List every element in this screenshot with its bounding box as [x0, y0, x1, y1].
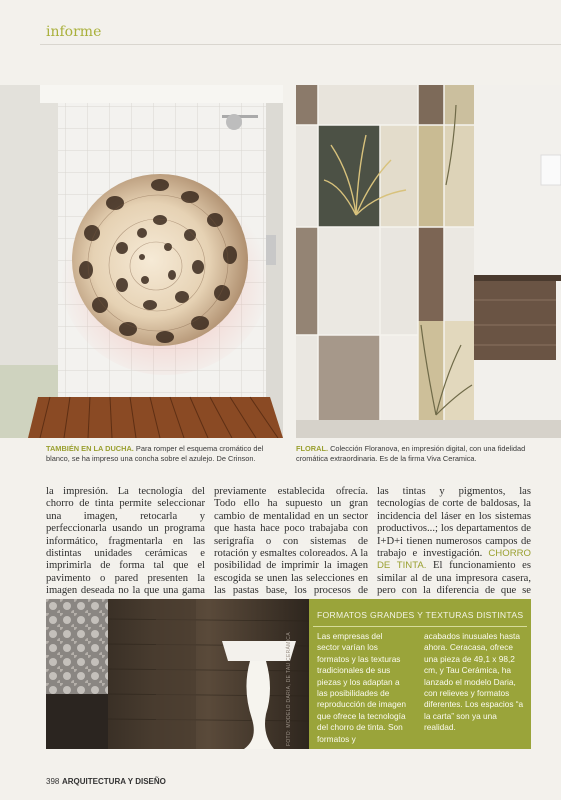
- floral-tiles-photo: [296, 85, 561, 438]
- caption-floral-highlight: FLORAL.: [296, 444, 329, 453]
- publication-name: ARQUITECTURA Y DISEÑO: [62, 777, 166, 786]
- sidebar-text-left: Las empresas del sector varían los formatos y las texturas tradicionales de sus piezas y los adaptan a las posibilidades de reproducción de imagen que ofrece la tecnología del chorro de tinta. Son formatos y: [317, 631, 407, 744]
- page-number: 398: [46, 777, 60, 786]
- section-label: informe: [46, 24, 102, 40]
- caption-shower: [46, 444, 282, 464]
- body-column-2: previamente establecida ofrecía. Todo ello ha supuesto un gran cambio de mentalidad en un sector que hasta hace poco trabajaba con serigrafía o con sistemas de rotación y esmaltes coloreados. A la posibilidad de imprimir la imagen escogida se unen las selecciones en las pastas base, los procesos de: [214, 486, 368, 597]
- sidebar-rule: [313, 626, 527, 627]
- header-rule: [40, 44, 561, 45]
- body-column-3-text-b: El funcionamiento es similar al de una impresora casera, pero con la diferencia de que se: [377, 560, 531, 597]
- caption-floral: [296, 444, 546, 464]
- caption-shower-text: Para romper el esquema cromático del blanco, se ha impreso una concha sobre el azulejo. De Crinson.: [46, 444, 264, 463]
- sidebar-text-right: acabados inusuales hasta ahora. Ceracasa, ofrece una pieza de 49,1 x 98,2 cm, y Tau Cerámica, ha lanzado el modelo Daria, con relieves y formatos diferentes. Los espacios “a la carta” son ya una realidad.: [424, 631, 524, 733]
- body-column-1: la impresión. La tecnología del chorro de tinta permite seleccionar una imagen, retocarla y perfeccionarla usando un programa informático, fragmentarla en las distintas unidades cerámicas e imprimirla de forma tal que el pavimento o pared presenten la imagen deseada no la que una gama: [46, 486, 205, 597]
- shower-shell-photo: [0, 85, 283, 438]
- photo-credit: FOTO: MODELO DARIA, DE TAU CERÁMICA: [286, 632, 292, 746]
- caption-shower-highlight: TAMBIÉN EN LA DUCHA.: [46, 444, 134, 453]
- sidebar-title: FORMATOS GRANDES Y TEXTURAS DISTINTAS: [317, 610, 524, 620]
- subhead-chorro-de-tinta: CHORRO DE TINTA.: [377, 548, 532, 572]
- body-column-3-text-a: las tintas y pigmentos, las tecnologías de corte de baldosas, la incidencia del láser en los sistemas productivos...; los departamentos de I+D+i tienen numerosos campos de trabajo e investigación.: [377, 486, 531, 560]
- caption-floral-text: Colección Floranova, en impresión digital, con una fidelidad cromática extraordinaria. Es de la firma Viva Ceramica.: [296, 444, 526, 463]
- body-column-3: [377, 486, 531, 611]
